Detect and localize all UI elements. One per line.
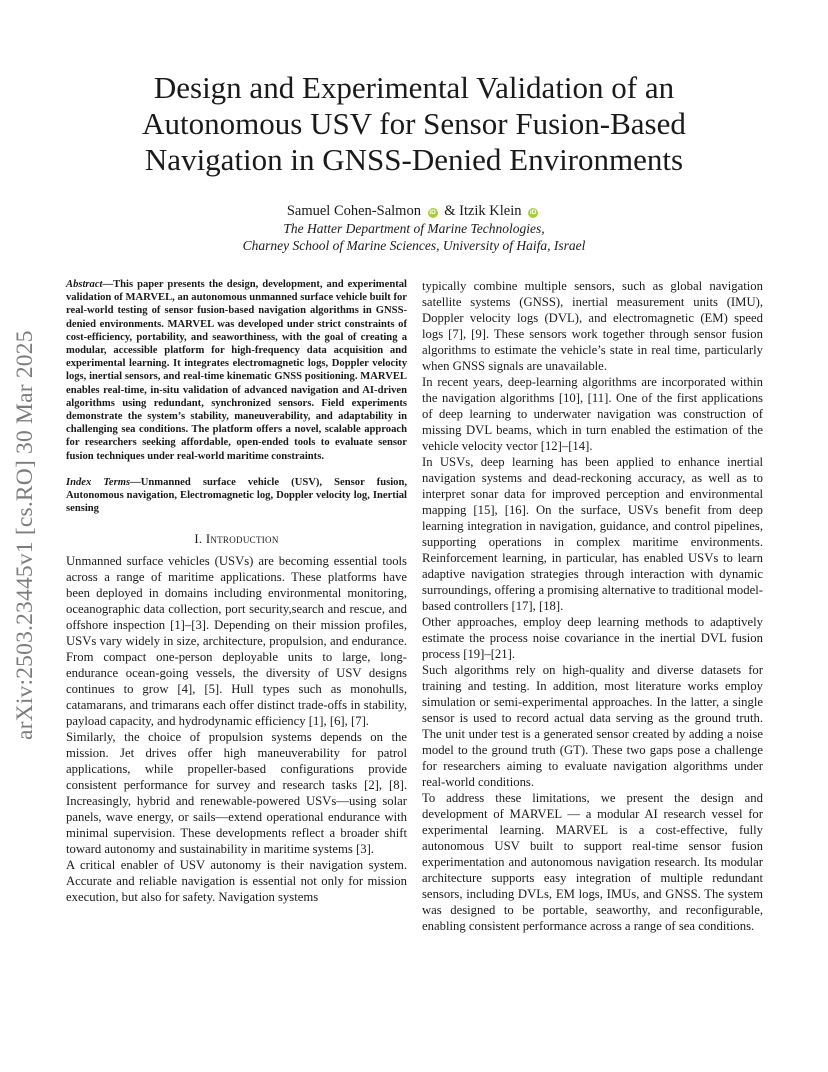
body-paragraph: A critical enabler of USV autonomy is their navigation system. Accurate and reliable navigation is essential not only for mission execution, but also for safety. Navigation systems (66, 858, 407, 905)
affiliation (90, 220, 738, 254)
orcid-icon[interactable]: iD (429, 209, 436, 216)
author-name: Samuel Cohen-Salmon (286, 203, 421, 219)
orcid-icon[interactable]: iD (529, 209, 537, 216)
body-paragraph: typically combine multiple sensors, such as global navigation satellite systems (GNSS), inertial measurement units (IMU), Doppler velocity logs (DVL), and electromagnetic (EM) speed logs [7], [9]. These sensors work together through sensor fusion algorithms to estimate the vehicle’s state in real time, particularly when GNSS signals are unavailable. (422, 279, 763, 373)
body-paragraph: In USVs, deep learning has been applied to enhance inertial navigation systems and dead-reckoning accuracy, as well as to interpret sonar data for improved perception and environmental mapping [15], [16]. On the surface, USVs benefit from deep learning integration in navigation, guidance, and control pipelines, supporting operations in complex maritime environments. Reinforcement learning, in particular, has enabled USVs to learn adaptive navigation strategies through interaction with dynamic surroundings, offering a promising alternative to traditional model-based controllers [17], [18]. (422, 455, 763, 613)
index-terms (66, 476, 407, 516)
body-paragraph: Other approaches, employ deep learning methods to adaptively estimate the process noise covariance in the inertial DVL fusion process [19]–[21]. (422, 615, 763, 661)
abstract-text: —This paper presents the design, development, and experimental validation of MARVEL, an autonomous unmanned surface vehicle built for real-world testing of sensor fusion-based navigation algorithms in GNSS-denied environments. MARVEL was developed under strict constraints of cost-efficiency, portability, and seaworthiness, with the goal of creating a modular, accessible platform for high-frequency data acquisition and experimental learning. It integrates electromagnetic logs, Doppler velocity logs, inertial sensors, and real-time kinematic GNSS positioning. MARVEL enables real-time, in-situ validation of advanced navigation and AI-driven algorithms using redundant, synchronized sensors. Field experiments demonstrate the system’s stability, maneuverability, and adaptability in challenging sea conditions. The platform offers a novel, scalable approach for researchers seeking affordable, open-ended tools to evaluate sensor fusion techniques under real-world maritime constraints. (66, 279, 408, 462)
affiliation-line: The Hatter Department of Marine Technologies, (283, 221, 545, 236)
body-paragraph: To address these limitations, we present the design and development of MARVEL — a modular AI research vessel for experimental learning. MARVEL is a cost-effective, fully autonomous USV built to support real-time sensor fusion experimentation and autonomous navigation research. Its modular architecture supports easy integration of multiple redundant sensors, including DVLs, EM logs, IMUs, and GNSS. The system was designed to be portable, seaworthy, and reconfigurable, enabling consistent performance across a range of sea conditions. (422, 791, 763, 933)
paper-title: Design and Experimental Validation of an Autonomous USV for Sensor Fusion-Based Navigation in GNSS-Denied Environments (142, 70, 686, 177)
body-paragraph: Similarly, the choice of propulsion systems depends on the mission. Jet drives offer high maneuverability for patrol applications, while propeller-based configurations provide consistent performance for survey and research tasks [2], [8]. Increasingly, hybrid and renewable-powered USVs—using solar panels, wave energy, or sails—extend operational endurance with minimal supervision. These developments reflect a broader shift toward autonomy and sustainability in maritime systems [3]. (66, 730, 407, 857)
index-terms-text: —Unmanned surface vehicle (USV), Sensor fusion, Autonomous navigation, Electromagnetic log, Doppler velocity log, Inertial sensing (66, 476, 408, 515)
index-terms-label: Index Terms (66, 476, 131, 488)
body-paragraph: In recent years, deep-learning algorithms are incorporated within the navigation algorithms [10], [11]. One of the first applications of deep learning to underwater navigation was construction of missing DVL beams, which in turn enabled the estimation of the vehicle velocity vector [12]–[14]. (422, 375, 763, 453)
author-line (90, 202, 738, 220)
abstract-label: Abstract (66, 279, 103, 290)
right-column (422, 278, 763, 934)
section-heading: I. Introduction (194, 532, 279, 547)
author-separator: & (444, 203, 456, 219)
left-column (66, 278, 407, 905)
abstract (66, 278, 407, 463)
affiliation-line: Charney School of Marine Sciences, University of Haifa, Israel (242, 238, 586, 253)
body-paragraph: Unmanned surface vehicles (USVs) are becoming essential tools across a range of maritime applications. These platforms have been deployed in domains including environmental monitoring, oceanographic data collection, port security,search and rescue, and offshore inspection [1]–[3]. Depending on their mission profiles, USVs vary widely in size, architecture, propulsion, and endurance. From compact one-person deployable units to large, long-endurance ocean-going vessels, the diversity of USV designs continues to grow [4], [5]. Hull types such as monohulls, catamarans, and trimarans each offer distinct trade-offs in stability, payload capacity, and hydrodynamic efficiency [1], [6], [7]. (66, 554, 407, 729)
arxiv-identifier-stamp: arXiv:2503.23445v1 [cs.RO] 30 Mar 2025 (12, 330, 38, 740)
body-paragraph: Such algorithms rely on high-quality and diverse datasets for training and testing. In addition, most literature works employ simulation or semi-experimental approaches. In the latter, a single sensor is used to record actual data serving as the ground truth. The unit under test is a generated sensor created by adding a noise model to the ground truth (GT). These two gaps pose a challenge for researchers aiming to evaluate navigation algorithms under real-world conditions. (422, 663, 763, 789)
author-name: Itzik Klein (459, 203, 522, 219)
